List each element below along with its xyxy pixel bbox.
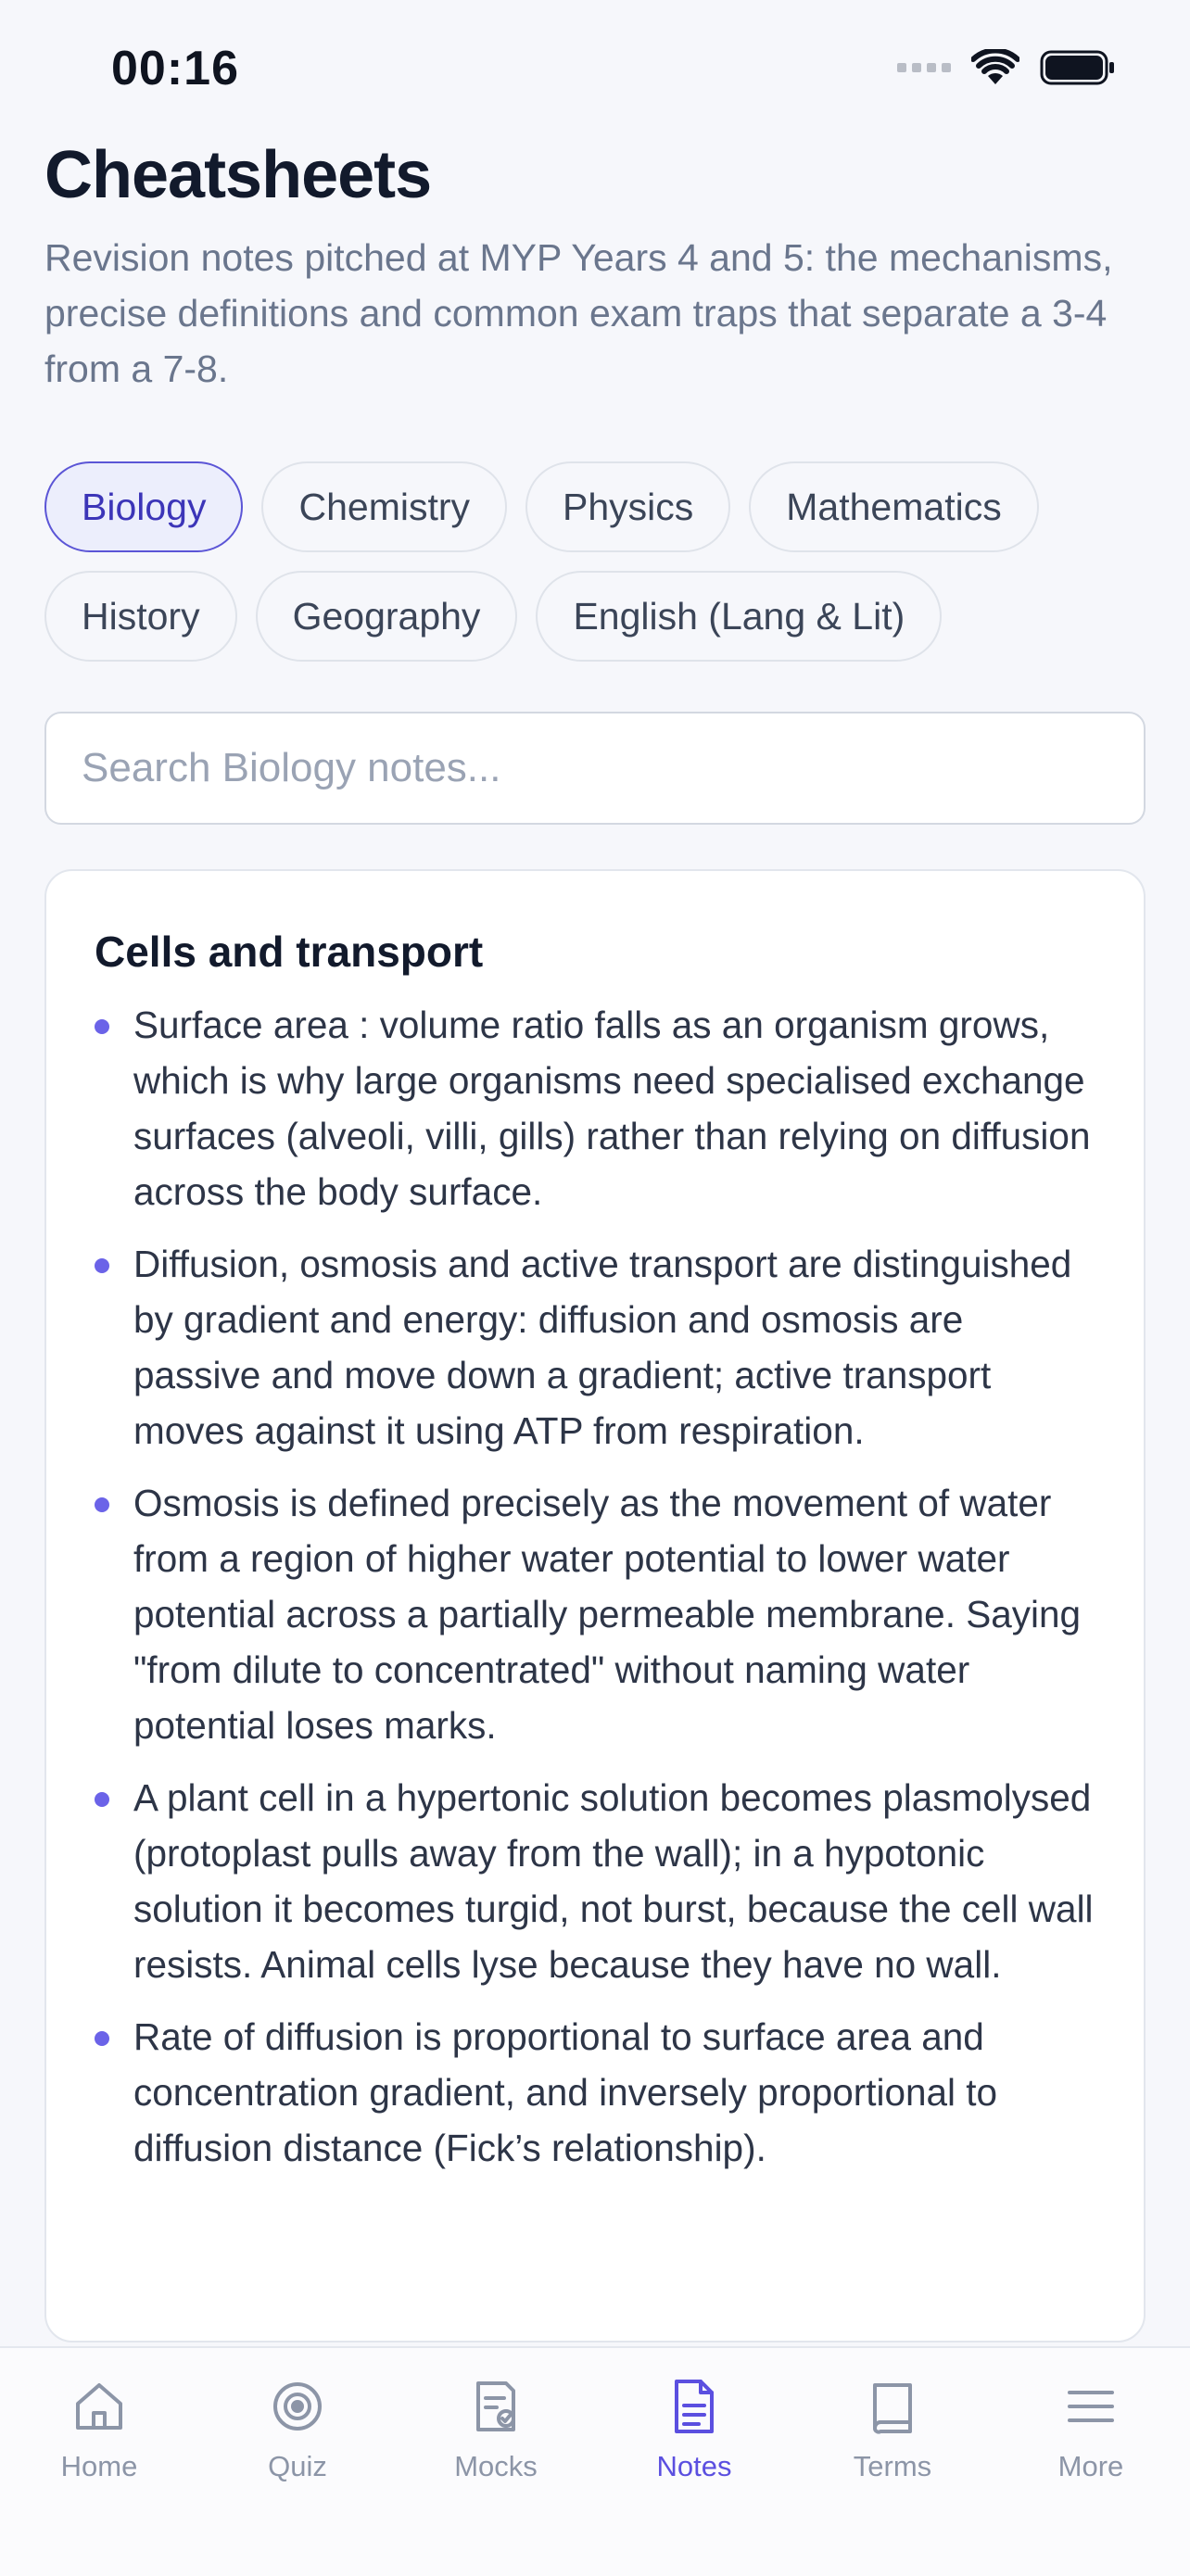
status-time: 00:16: [111, 42, 239, 95]
status-bar: [0, 0, 1190, 130]
subject-chip-history[interactable]: History: [44, 571, 237, 662]
exam-document-icon: [465, 2376, 526, 2437]
list-item: [95, 2009, 1097, 2176]
tab-mocks[interactable]: [397, 2348, 595, 2576]
notes-list: [95, 997, 1097, 2176]
card-title: Cells and transport: [95, 928, 484, 976]
subject-chip-chemistry[interactable]: Chemistry: [261, 461, 507, 552]
tab-label: Quiz: [268, 2450, 327, 2482]
page-title: Cheatsheets: [44, 138, 432, 212]
subject-chip-physics[interactable]: Physics: [525, 461, 730, 552]
subject-chip-geography[interactable]: Geography: [256, 571, 518, 662]
bullet-dot-icon: [95, 1258, 109, 1273]
list-item-text: A plant cell in a hypertonic solution becomes plasmolysed (protoplast pulls away from the wall); in a hypotonic solution it becomes turgid, not burst, because the cell wall resists. Animal cells lyse because they have no wall.: [133, 1776, 1094, 1986]
search-input[interactable]: [44, 712, 1146, 825]
document-icon: [664, 2376, 725, 2437]
bullet-dot-icon: [95, 1497, 109, 1512]
cellular-signal-icon: [897, 63, 951, 72]
bottom-tab-bar: [0, 2346, 1190, 2576]
tab-label: More: [1057, 2450, 1124, 2482]
home-icon: [69, 2376, 130, 2437]
tab-label: Notes: [656, 2450, 732, 2482]
battery-icon: [1040, 49, 1116, 86]
tab-label: Home: [60, 2450, 138, 2482]
notes-card: [44, 869, 1146, 2342]
subject-chip-biology[interactable]: Biology: [44, 461, 243, 552]
tab-more[interactable]: [992, 2348, 1190, 2576]
subject-chip-english[interactable]: English (Lang & Lit): [536, 571, 942, 662]
tab-terms[interactable]: [793, 2348, 992, 2576]
wifi-icon: [971, 49, 1019, 86]
book-icon: [862, 2376, 923, 2437]
bullet-dot-icon: [95, 2031, 109, 2046]
menu-icon: [1060, 2376, 1121, 2437]
list-item-text: Surface area : volume ratio falls as an organism grows, which is why large organisms need specialised exchange surfaces (alveoli, villi, gills) rather than relying on diffusion across the body surface.: [133, 1004, 1091, 1213]
bullet-dot-icon: [95, 1792, 109, 1807]
list-item: [95, 1236, 1097, 1458]
subject-chip-row: [44, 571, 1147, 662]
target-icon: [267, 2376, 328, 2437]
tab-notes[interactable]: [595, 2348, 793, 2576]
status-icons: [897, 46, 1116, 89]
tab-home[interactable]: [0, 2348, 198, 2576]
subject-chip-mathematics[interactable]: Mathematics: [749, 461, 1038, 552]
list-item: [95, 1475, 1097, 1753]
page-subtitle: Revision notes pitched at MYP Years 4 and 5: the mechanisms, precise definitions and common exam traps that separate a 3-4 from a 7-8.: [44, 236, 1113, 390]
subject-filter: [44, 461, 1147, 680]
list-item: [95, 997, 1097, 1219]
list-item-text: Rate of diffusion is proportional to surface area and concentration gradient, and inversely proportional to diffusion distance (Fick’s relationship).: [133, 2015, 998, 2169]
subject-chip-row: [44, 461, 1147, 552]
tab-quiz[interactable]: [198, 2348, 397, 2576]
list-item-text: Diffusion, osmosis and active transport are distinguished by gradient and energy: diffusion and osmosis are passive and move down a gradient; active transport moves against it using ATP from respiration.: [133, 1243, 1072, 1452]
tab-label: Mocks: [454, 2450, 538, 2482]
list-item-text: Osmosis is defined precisely as the movement of water from a region of higher water potential to lower water potential across a partially permeable membrane. Saying "from dilute to concentrated" without naming water potential loses marks.: [133, 1482, 1082, 1747]
tab-label: Terms: [853, 2450, 932, 2482]
bullet-dot-icon: [95, 1019, 109, 1034]
list-item: [95, 1770, 1097, 1992]
